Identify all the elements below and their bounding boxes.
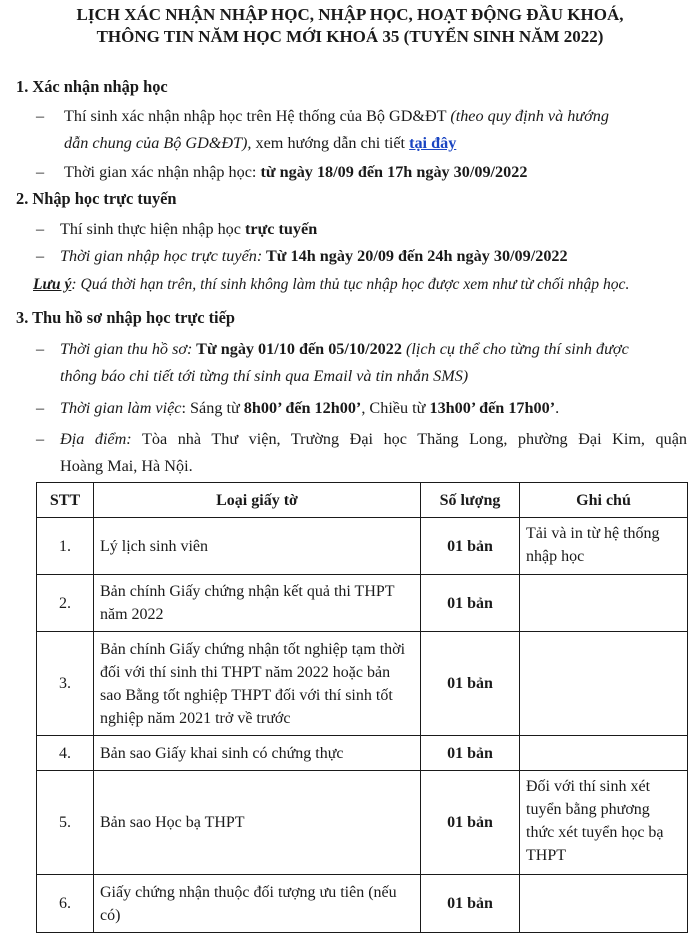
- document-note: [520, 575, 688, 632]
- section-2-heading: 2. Nhập học trực tuyến: [16, 189, 177, 208]
- section-2-item-1: Thí sinh thực hiện nhập học trực tuyến: [60, 220, 318, 238]
- row-number: 1.: [37, 518, 94, 575]
- table-row: [37, 771, 688, 875]
- row-number: 2.: [37, 575, 94, 632]
- document-title: [0, 4, 700, 48]
- section-1-item-2: Thời gian xác nhận nhập học: từ ngày 18/09 đến 17h ngày 30/09/2022: [64, 163, 528, 181]
- document-note: Tải và in từ hệ thống nhập học: [520, 518, 688, 575]
- section-2-item-2: Thời gian nhập học trực tuyến: Từ 14h ngày 20/09 đến 24h ngày 30/09/2022: [60, 247, 568, 265]
- deadline-note: Lưu ý: Quá thời hạn trên, thí sinh không làm thủ tục nhập học được xem như từ chối nhập học.: [33, 276, 630, 293]
- section-1-heading: 1. Xác nhận nhập học: [16, 77, 168, 96]
- document-name: Bản sao Học bạ THPT: [94, 771, 421, 875]
- document-name: Giấy chứng nhận thuộc đối tượng ưu tiên (nếu có): [94, 875, 421, 933]
- bullet-dash: –: [36, 163, 45, 181]
- section-3-item-1-cont: thông báo chi tiết tới từng thí sinh qua Email và tin nhắn SMS): [60, 367, 469, 385]
- column-header-stt: STT: [37, 483, 94, 518]
- table-row: [37, 632, 688, 736]
- document-quantity: 01 bản: [421, 518, 520, 575]
- section-3-item-3: Địa điểm: Tòa nhà Thư viện, Trường Đại học Thăng Long, phường Đại Kim, quận: [60, 430, 687, 448]
- row-number: 3.: [37, 632, 94, 736]
- document-name: Bản sao Giấy khai sinh có chứng thực: [94, 736, 421, 771]
- document-name: Bản chính Giấy chứng nhận kết quả thi THPT năm 2022: [94, 575, 421, 632]
- column-header-note: Ghi chú: [520, 483, 688, 518]
- table-header-row: [37, 483, 688, 518]
- document-quantity: 01 bản: [421, 736, 520, 771]
- section-1-item-1: Thí sinh xác nhận nhập học trên Hệ thống của Bộ GD&ĐT (theo quy định và hướng: [64, 107, 609, 125]
- document-quantity: 01 bản: [421, 632, 520, 736]
- section-3-item-3-cont: Hoàng Mai, Hà Nội.: [60, 457, 193, 475]
- bullet-dash: –: [36, 430, 45, 448]
- required-documents-table: [36, 482, 688, 933]
- document-note: Đối với thí sinh xét tuyển bằng phương thức xét tuyển học bạ THPT: [520, 771, 688, 875]
- table-row: [37, 875, 688, 933]
- table-row: [37, 518, 688, 575]
- bullet-dash: –: [36, 107, 45, 125]
- document-note: [520, 632, 688, 736]
- section-3-item-2: Thời gian làm việc: Sáng từ 8h00’ đến 12h00’, Chiều từ 13h00’ đến 17h00’.: [60, 399, 560, 417]
- section-3-heading: 3. Thu hồ sơ nhập học trực tiếp: [16, 308, 235, 327]
- document-note: [520, 875, 688, 933]
- bullet-dash: –: [36, 340, 45, 358]
- document-quantity: 01 bản: [421, 875, 520, 933]
- detail-guide-link[interactable]: tại đây: [409, 134, 457, 152]
- row-number: 4.: [37, 736, 94, 771]
- title-line-1: LỊCH XÁC NHẬN NHẬP HỌC, NHẬP HỌC, HOẠT ĐỘNG ĐẦU KHOÁ,: [76, 5, 624, 24]
- document-name: Bản chính Giấy chứng nhận tốt nghiệp tạm thời đối với thí sinh thi THPT năm 2022 hoặc bản sao Bằng tốt nghiệp THPT đối với thí sinh tốt nghiệp năm 2021 trở về trước: [94, 632, 421, 736]
- title-line-2: THÔNG TIN NĂM HỌC MỚI KHOÁ 35 (TUYỂN SINH NĂM 2022): [96, 27, 604, 46]
- document-name: Lý lịch sinh viên: [94, 518, 421, 575]
- table-row: [37, 736, 688, 771]
- bullet-dash: –: [36, 220, 45, 238]
- document-quantity: 01 bản: [421, 575, 520, 632]
- row-number: 5.: [37, 771, 94, 875]
- bullet-dash: –: [36, 247, 45, 265]
- document-note: [520, 736, 688, 771]
- section-1-item-1-cont: dẫn chung của Bộ GD&ĐT), xem hướng dẫn chi tiết tại đây: [64, 134, 457, 152]
- table-row: [37, 575, 688, 632]
- section-3-item-1: Thời gian thu hồ sơ: Từ ngày 01/10 đến 05/10/2022 (lịch cụ thể cho từng thí sinh được: [60, 340, 629, 358]
- column-header-quantity: Số lượng: [421, 483, 520, 518]
- column-header-document-type: Loại giấy tờ: [94, 483, 421, 518]
- row-number: 6.: [37, 875, 94, 933]
- document-quantity: 01 bản: [421, 771, 520, 875]
- bullet-dash: –: [36, 399, 45, 417]
